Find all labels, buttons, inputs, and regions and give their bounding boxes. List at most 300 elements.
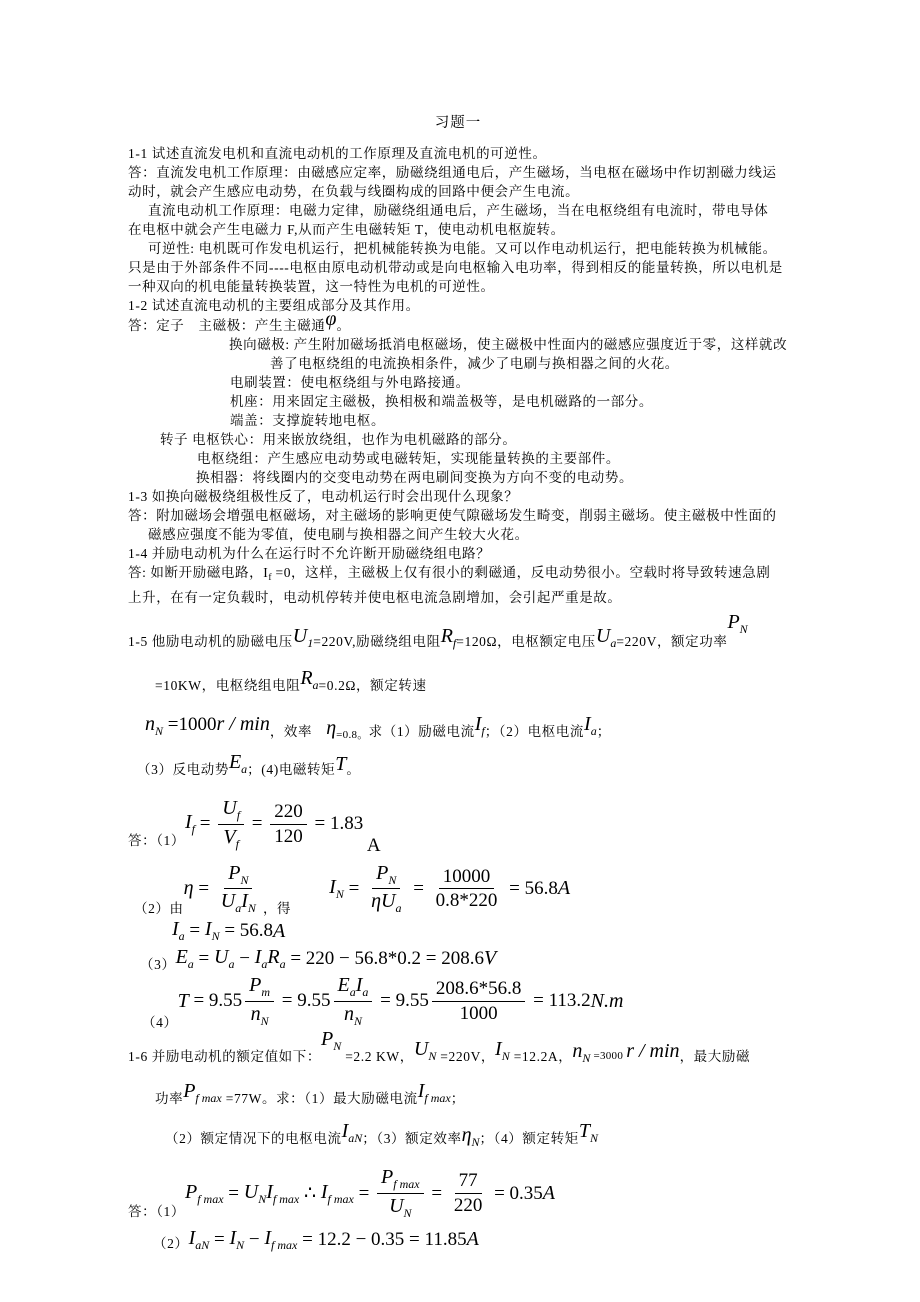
math-run <box>329 876 344 902</box>
document-line <box>229 335 788 354</box>
run-text: = 9.55 <box>188 990 243 1012</box>
fraction-numerator <box>377 1166 424 1194</box>
text-run <box>155 1083 183 1114</box>
fraction-numerator <box>218 797 244 825</box>
run-text: R <box>440 625 453 647</box>
run-text: =0.8。 <box>336 729 369 741</box>
run-text: 端盖：支撑旋转地电枢。 <box>230 413 386 428</box>
subscript: a <box>312 678 319 692</box>
run-text: 磁感应强度不能为零值，使电刷与换相器之间产生较大火花。 <box>148 527 529 542</box>
document-line <box>128 588 788 607</box>
document-line <box>270 354 788 373</box>
run-text: 一种双向的机电能量转换装置，这一特性为电机的可逆性。 <box>128 279 495 294</box>
fraction <box>432 866 502 913</box>
document-line <box>230 373 788 392</box>
text-run <box>272 563 771 582</box>
run-text: =2.2 KW， <box>341 1049 414 1065</box>
fraction-denominator <box>367 889 405 916</box>
run-text: P <box>228 861 241 884</box>
run-text: R <box>267 945 280 968</box>
text-run <box>155 670 300 701</box>
run-text: 1-2 试述直流电动机的主要组成部分及其作用。 <box>128 298 420 313</box>
run-text: P <box>381 1166 394 1189</box>
run-text: I <box>355 973 363 996</box>
run-text: U <box>380 890 396 913</box>
run-text: I <box>172 918 179 941</box>
run-text: 1-3 如换向磁极绕组极性反了，电动机运行时会出现什么现象？ <box>128 489 519 504</box>
math-run <box>277 990 330 1012</box>
fraction-denominator <box>450 1194 487 1217</box>
document-line <box>145 711 788 749</box>
run-text: = 1.83 <box>309 813 364 835</box>
run-text: = <box>223 1182 244 1204</box>
run-text: = <box>209 1228 230 1250</box>
math-run <box>195 813 215 835</box>
text-run <box>319 670 427 701</box>
subscript: f max <box>271 1237 298 1252</box>
run-text: − <box>234 947 255 969</box>
run-text: （2）额定情况下的电枢电流 <box>165 1131 342 1147</box>
math-run <box>543 1182 555 1205</box>
text-run <box>341 1041 414 1072</box>
subscript: N <box>258 1191 267 1206</box>
subscript: N <box>428 1049 437 1064</box>
document-line <box>148 239 788 258</box>
math-run <box>205 918 220 944</box>
run-text: 功率 <box>155 1091 184 1107</box>
math-run <box>356 974 369 1000</box>
math-run <box>189 990 242 1012</box>
math-run <box>443 866 491 888</box>
run-text: 0.8*220 <box>435 890 498 912</box>
math-run <box>338 974 356 1000</box>
math-run <box>579 1116 598 1154</box>
document-line <box>128 163 788 182</box>
run-text: U <box>222 797 237 819</box>
run-text: 1000 <box>459 1002 498 1024</box>
run-text: A <box>557 877 571 900</box>
subscript: a <box>187 956 194 971</box>
subscript: N <box>335 886 344 901</box>
math-run <box>376 862 396 888</box>
run-text: V <box>223 825 236 848</box>
subscript: a <box>590 724 597 738</box>
math-run <box>591 990 624 1013</box>
document-line <box>128 1166 788 1221</box>
run-text: 1-5 他励电动机的励磁电压 <box>128 634 293 649</box>
text-run <box>153 1236 189 1252</box>
math-run <box>293 621 313 659</box>
math-run <box>249 974 270 1000</box>
subscript: N <box>471 1135 480 1150</box>
math-run <box>266 1181 299 1207</box>
run-text <box>291 878 329 899</box>
run-text: I <box>263 565 269 580</box>
run-text: U <box>243 1180 259 1203</box>
run-text: η <box>461 1124 472 1147</box>
text-run <box>197 449 620 468</box>
math-run <box>321 1181 354 1207</box>
math-run <box>286 948 484 970</box>
math-run <box>381 1166 420 1192</box>
run-text: V <box>483 947 497 970</box>
run-text: = 220 − 56.8*0.2 = 208.6 <box>285 947 484 969</box>
run-text: 电枢绕组：产生感应电动势或电磁转矩，实现能量转换的主要部件。 <box>197 451 620 466</box>
run-text: 电刷装置：使电枢绕组与外电路接通。 <box>230 375 470 390</box>
fraction-denominator <box>340 1002 366 1029</box>
document-line <box>128 308 788 335</box>
math-run <box>273 920 285 943</box>
text-run <box>128 316 325 335</box>
fraction-denominator <box>270 825 307 848</box>
subscript: N <box>353 1013 362 1028</box>
run-text: = <box>408 877 429 899</box>
subscript: f max <box>393 1177 420 1192</box>
run-text: ；（3）额定效率 <box>362 1131 462 1147</box>
math-run <box>214 946 234 972</box>
run-text: A <box>273 919 286 942</box>
math-run <box>185 811 195 837</box>
run-text: n <box>250 1002 261 1025</box>
fraction <box>270 801 307 848</box>
run-text: I <box>264 1226 272 1249</box>
math-run <box>176 946 194 972</box>
subscript: N <box>739 622 748 636</box>
math-run <box>427 1183 447 1205</box>
run-text: 机座：用来固定主磁极，换相极和端盖极等，是电机磁路的一部分。 <box>230 394 653 409</box>
run-text: η <box>371 890 381 913</box>
subscript: N <box>589 1131 598 1146</box>
text-run <box>140 957 176 973</box>
run-text: =220V, <box>313 634 357 649</box>
subscript: f <box>452 636 457 650</box>
math-run <box>255 946 268 972</box>
math-run <box>342 1116 363 1154</box>
run-text: 220 <box>453 1195 483 1217</box>
text-run <box>128 163 777 182</box>
text-run <box>196 468 633 487</box>
text-run <box>128 506 777 525</box>
text-run <box>451 1083 465 1114</box>
run-text: =12.2A， <box>509 1049 573 1065</box>
subscript: f <box>481 724 485 738</box>
run-text: E <box>228 751 242 773</box>
document-line <box>140 946 788 972</box>
document-line <box>128 487 788 506</box>
math-run <box>344 878 364 900</box>
run-text: I <box>584 713 591 735</box>
run-text: 善了电枢绕组的电流换相条件，减少了电刷与换相器之间的火花。 <box>270 356 679 371</box>
run-text: =1000 <box>163 714 217 735</box>
fraction-denominator <box>219 825 243 852</box>
math-run <box>234 948 254 970</box>
text-run <box>336 720 368 751</box>
run-text: 208.6*56.8 <box>435 977 522 999</box>
run-text: ∴ <box>299 1182 321 1204</box>
fraction-numerator <box>334 974 373 1002</box>
run-text: 答: 如断开励磁电路， <box>128 565 264 580</box>
subscript: a <box>178 929 185 944</box>
run-text: r / min <box>626 1040 680 1063</box>
run-text: 1-4 并励电动机为什么在运行时不允许断开励磁绕组电路？ <box>128 546 491 561</box>
math-run <box>460 1003 498 1025</box>
text-run <box>128 544 490 563</box>
run-text: ； <box>450 1091 465 1107</box>
text-run <box>230 392 653 411</box>
run-text: 220 <box>274 800 303 822</box>
document-line <box>148 525 788 544</box>
run-text: ；（4）额定转矩 <box>479 1131 579 1147</box>
run-text: 求（1）励磁电流 <box>368 724 475 739</box>
run-text: 答：（1） <box>128 1203 185 1219</box>
run-text: 只是由于外部条件不同----电枢由原电动机带动或是向电枢输入电功率，得到相反的能量转换，所以电机是 <box>128 260 783 275</box>
run-text: η <box>326 717 337 739</box>
math-run <box>436 890 498 912</box>
math-run <box>244 1181 266 1207</box>
text-run <box>270 716 326 747</box>
math-run <box>321 1024 341 1062</box>
run-text: U <box>413 1038 429 1061</box>
subscript: f max <box>272 1191 300 1206</box>
math-run <box>436 978 522 1000</box>
math-run <box>371 890 381 913</box>
document-line <box>142 974 788 1029</box>
run-text: 动时，就会产生感应电动势，在负载与线圈构成的回路中便会产生电流。 <box>128 184 580 199</box>
run-text: = 9.55 <box>277 990 331 1012</box>
document-body <box>128 144 788 1253</box>
subscript: N <box>403 1206 412 1221</box>
run-text: =220V， <box>436 1049 496 1065</box>
text-run <box>369 716 475 747</box>
document-line <box>128 544 788 563</box>
subscript: a <box>349 984 356 999</box>
subscript: a <box>610 636 617 650</box>
math-run <box>344 1003 362 1029</box>
run-text: 直流电动机工作原理：电磁力定律，励磁绕组通电后，产生磁场，当在电枢绕组有电流时，带电导体 <box>148 203 769 218</box>
document-line <box>134 862 788 917</box>
text-run <box>485 716 584 747</box>
text-run <box>356 626 441 657</box>
fraction <box>218 797 244 852</box>
document-line <box>128 1028 788 1078</box>
run-text: R <box>300 667 313 689</box>
run-text: = 56.8 <box>219 920 274 942</box>
run-text: 1-6 并励电动机的额定值如下： <box>128 1049 321 1065</box>
text-run <box>128 833 185 849</box>
math-run <box>572 1036 590 1074</box>
subscript: N <box>211 929 220 944</box>
run-text: = 0.35 <box>489 1182 543 1204</box>
subscript: N <box>260 1013 269 1028</box>
text-run <box>336 316 350 335</box>
run-text: ；（2）电枢电流 <box>484 724 585 739</box>
document-line <box>128 144 788 163</box>
run-text: − <box>244 1228 265 1250</box>
run-text: E <box>337 973 350 996</box>
run-text: r / min <box>216 713 270 735</box>
math-run <box>363 835 380 857</box>
math-run <box>299 1183 321 1205</box>
run-text: n <box>343 1002 354 1025</box>
math-run <box>194 878 214 900</box>
text-run <box>270 354 679 373</box>
run-text: =77W。求：（1）最大励磁电流 <box>221 1091 418 1107</box>
run-text: I <box>254 945 262 968</box>
document-line <box>128 220 788 239</box>
text-run <box>134 901 184 917</box>
document-line <box>128 182 788 201</box>
text-run <box>222 1083 418 1114</box>
run-text: I <box>185 811 192 834</box>
run-text: = <box>195 813 216 835</box>
document-line <box>165 1122 788 1160</box>
math-run <box>558 877 570 900</box>
math-run <box>251 1003 269 1029</box>
run-text: I <box>341 1120 349 1143</box>
run-text: = <box>426 1182 447 1204</box>
document-line <box>137 753 788 791</box>
run-text: = 56.8 <box>504 877 558 899</box>
run-text: 转子 电枢铁心：用来嵌放绕组，也作为电机磁路的部分。 <box>160 432 517 447</box>
subscript: a <box>235 901 242 916</box>
fraction <box>367 862 405 917</box>
fraction-numerator <box>439 866 495 890</box>
text-run <box>148 201 768 220</box>
run-text: = 9.55 <box>375 990 429 1012</box>
run-text: （2）由 <box>134 901 184 917</box>
run-text: P <box>249 973 262 996</box>
math-run <box>310 813 363 835</box>
text-run <box>128 296 420 315</box>
text-run <box>480 1123 579 1154</box>
subscript: f <box>191 822 196 837</box>
subscript: N <box>333 1039 342 1054</box>
run-text: 1-1 试述直流发电机和直流电动机的工作原理及直流电机的可逆性。 <box>128 146 547 161</box>
run-text: ；(4)电磁转矩 <box>247 762 336 777</box>
document-line <box>148 201 788 220</box>
run-text: P <box>183 1080 196 1103</box>
math-run <box>216 709 269 740</box>
run-text: I <box>229 1226 237 1249</box>
run-text: A <box>542 1182 555 1205</box>
text-run <box>128 258 783 277</box>
run-text: =3000 <box>590 1050 627 1063</box>
math-run <box>596 621 616 659</box>
fraction-numerator <box>245 974 274 1002</box>
math-run <box>495 1034 510 1072</box>
math-run <box>528 990 590 1012</box>
run-text: E <box>175 945 188 968</box>
math-run <box>504 878 557 900</box>
subscript: N <box>388 872 397 887</box>
text-run <box>616 626 727 657</box>
run-text: = <box>193 877 214 899</box>
subscript: N <box>155 724 164 738</box>
run-text: ，效率 <box>269 724 327 739</box>
document-line <box>230 411 788 430</box>
run-text: ，得 <box>262 901 292 917</box>
math-run <box>172 918 185 944</box>
fraction-denominator <box>432 889 502 912</box>
document-line <box>128 797 788 857</box>
run-text: （3）反电动势 <box>137 762 229 777</box>
math-run <box>389 1195 411 1221</box>
run-text: I <box>495 1038 502 1061</box>
run-text: I <box>329 875 336 898</box>
run-text: T <box>335 753 347 775</box>
fraction-denominator <box>456 1002 502 1025</box>
text-run <box>362 1123 461 1154</box>
run-text: = <box>247 813 268 835</box>
fraction <box>217 862 260 917</box>
run-text: 。 <box>346 762 361 777</box>
run-text: 答：直流发电机工作原理：由磁感应定率，励磁绕组通电后，产生磁场，当电枢在磁场中作切割磁力线运 <box>128 165 777 180</box>
text-run <box>230 411 385 430</box>
run-text: P <box>185 1180 198 1203</box>
text-run <box>229 335 787 354</box>
math-run <box>224 1183 244 1205</box>
run-text: U <box>595 625 611 647</box>
math-run <box>184 877 194 900</box>
document-line <box>197 449 788 468</box>
document-line <box>128 506 788 525</box>
math-run <box>209 1229 229 1251</box>
subscript: a <box>241 762 248 776</box>
run-text: =10KW，电枢绕组电阻 <box>155 678 301 693</box>
math-run <box>325 310 336 329</box>
run-text: = 12.2 − 0.35 = 11.85 <box>297 1228 467 1250</box>
run-text: = <box>353 1182 375 1204</box>
text-run <box>148 239 777 258</box>
text-run <box>148 525 529 544</box>
subscript: f <box>235 836 239 851</box>
subscript: N <box>240 872 249 887</box>
math-run <box>229 1227 244 1253</box>
text-run <box>128 487 518 506</box>
subscript: a <box>395 901 402 916</box>
run-text: ； <box>596 724 611 739</box>
subscript: a <box>228 956 235 971</box>
math-run <box>183 1076 222 1114</box>
math-run <box>297 1229 466 1251</box>
subscript: aN <box>195 1237 210 1252</box>
run-text: P <box>376 861 389 884</box>
run-text: T <box>177 989 189 1012</box>
math-run <box>223 826 239 852</box>
math-run <box>626 1036 679 1067</box>
document-line <box>155 1082 788 1120</box>
math-run <box>727 607 747 645</box>
run-text: I <box>417 1080 425 1103</box>
text-run <box>165 1123 342 1154</box>
document-line <box>155 669 788 707</box>
run-text: I <box>188 1226 196 1249</box>
math-run <box>381 890 401 916</box>
math-run <box>178 990 189 1013</box>
math-run <box>163 709 216 740</box>
fraction-numerator <box>455 1170 482 1194</box>
fraction <box>334 974 373 1029</box>
run-text: φ <box>325 308 337 330</box>
subscript: f <box>236 808 241 822</box>
fraction <box>432 978 526 1025</box>
subscript: a <box>279 956 286 971</box>
run-text: A <box>363 835 381 857</box>
run-text: U <box>389 1195 404 1218</box>
run-text: T <box>578 1120 590 1143</box>
math-run <box>222 797 240 823</box>
run-text: U <box>214 945 229 968</box>
